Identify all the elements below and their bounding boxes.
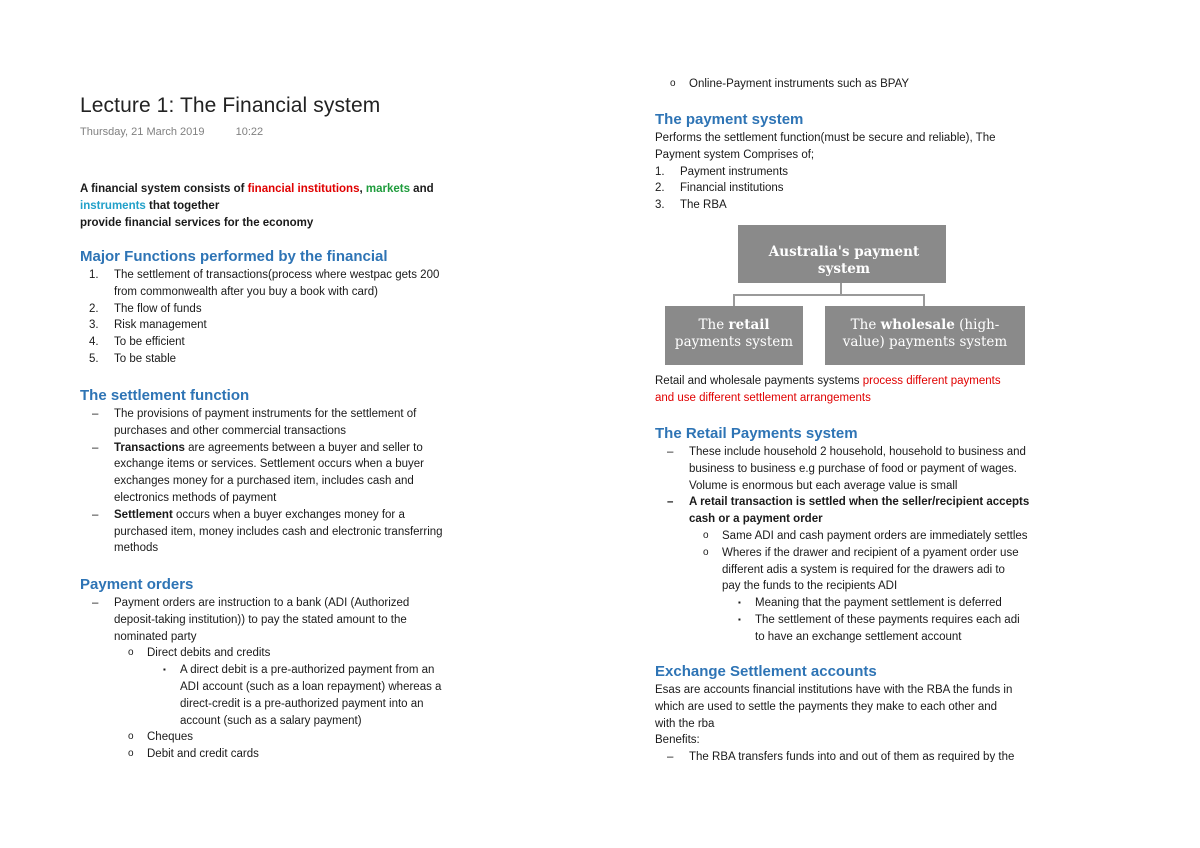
esa-section bbox=[655, 662, 1075, 762]
page-meta bbox=[80, 126, 263, 138]
list-item: 2. Financial institutions bbox=[655, 182, 784, 195]
list-item: 5. To be stable bbox=[89, 352, 177, 365]
list-item: – The RBA transfers funds into and out of them as required by the bbox=[667, 751, 1015, 762]
list-item: – The provisions of payment instruments for the settlement of purchases and other commercial transactions bbox=[92, 408, 417, 437]
list-item: 3. Risk management bbox=[89, 319, 207, 332]
settlement-heading: The settlement function bbox=[80, 387, 250, 404]
payment-orders-list bbox=[80, 595, 500, 645]
esa-p1: Esas are accounts financial institutions have with the RBA the funds in bbox=[655, 684, 1013, 696]
intro-rest2: provide financial services for the economy bbox=[80, 216, 314, 229]
intro-text: A financial system consists of bbox=[80, 183, 248, 195]
page-date: Thursday, 21 March 2019 bbox=[80, 126, 205, 138]
list-item: ▪ The settlement of these payments requires each adi to have an exchange settlement account bbox=[738, 613, 1020, 643]
retail-note: Retail and wholesale payments systems process different payments and use different settlement arrangements bbox=[655, 375, 1001, 404]
retail-sublist bbox=[655, 528, 1075, 595]
page-time: 10:22 bbox=[235, 126, 264, 138]
esa-p2: which are used to settle the payments they make to each other and bbox=[655, 700, 998, 713]
list-item: o Wheres if the drawer and recipient of a pyament order use different adis a system is required for the drawers adi to pay the funds to the recipients ADI bbox=[703, 546, 1019, 593]
diagram-connector-horizontal bbox=[733, 294, 925, 296]
intro-paragraph bbox=[80, 181, 480, 231]
retail-heading: The Retail Payments system bbox=[655, 425, 858, 442]
diagram-connector-left bbox=[733, 294, 735, 306]
payment-system-p1: Performs the settlement function(must be secure and reliable), The bbox=[655, 132, 996, 144]
page-title: Lecture 1: The Financial system bbox=[80, 94, 381, 117]
diagram-connector-right bbox=[923, 294, 925, 306]
intro-highlight-institutions: financial institutions bbox=[247, 183, 360, 195]
intro-rest1: that together bbox=[145, 199, 220, 212]
settlement-list bbox=[80, 406, 500, 557]
list-item: from commonwealth after you buy a book with card) bbox=[114, 285, 378, 298]
major-functions-heading: Major Functions performed by the financial bbox=[80, 248, 388, 265]
list-item: – Transactions are agreements between a buyer and seller to exchange items or services. Settlement occurs when a buyer exchanges money for a purchased item, includes cash and electronics methods of payment bbox=[92, 441, 425, 504]
payment-orders-heading: Payment orders bbox=[80, 576, 194, 593]
list-item: 3. The RBA bbox=[655, 199, 727, 212]
esa-p4: Benefits: bbox=[655, 734, 700, 747]
retail-subsublist bbox=[655, 595, 1075, 645]
payment-orders-sublist-cont bbox=[622, 76, 1042, 93]
list-item: o Online-Payment instruments such as BPAY bbox=[670, 78, 910, 90]
intro-comma: , bbox=[359, 183, 366, 195]
payment-orders-sublist bbox=[80, 645, 500, 662]
list-item: – Payment orders are instruction to a bank (ADI (Authorized deposit-taking institution)) to pay the stated amount to the nominated party bbox=[92, 597, 410, 643]
esa-p3: with the rba bbox=[655, 717, 715, 730]
diagram-top-box: Australia's payment system bbox=[738, 225, 946, 283]
list-item: – These include household 2 household, household to business and business to business e.g purchase of food or payment of wages. Volume is enormous but each average value is small bbox=[667, 446, 1026, 492]
retail-list bbox=[655, 444, 1075, 528]
payment-system-section bbox=[655, 110, 1075, 214]
intro-highlight-markets: markets bbox=[365, 183, 410, 195]
settlement-section bbox=[80, 386, 500, 557]
payment-system-p2: Payment system Comprises of; bbox=[655, 148, 815, 161]
payment-orders-subsublist bbox=[80, 662, 500, 729]
diagram-retail-box: The retail payments system bbox=[665, 306, 803, 365]
list-item: 1. Payment instruments bbox=[655, 165, 789, 178]
payment-orders-sublist-2 bbox=[80, 729, 500, 763]
major-functions-list bbox=[80, 267, 500, 368]
payment-orders-section bbox=[80, 575, 500, 763]
online-payment-item bbox=[622, 76, 1042, 93]
payment-system-list bbox=[646, 164, 1075, 214]
list-item: 2. The flow of funds bbox=[89, 302, 202, 315]
esa-list bbox=[655, 749, 1075, 762]
major-functions-section bbox=[80, 247, 500, 368]
list-item: 4. To be efficient bbox=[89, 336, 185, 349]
list-item: ▪ A direct debit is a pre-authorized payment from an ADI account (such as a loan repayment) whereas a direct-credit is a pre-authorized payment into an account (such as a salary payment) bbox=[163, 664, 442, 727]
list-item: – Settlement occurs when a buyer exchanges money for a purchased item, money includes cash and electronic transferring methods bbox=[92, 508, 443, 555]
list-item: 1. The settlement of transactions(process where westpac gets 200 bbox=[89, 269, 440, 281]
payment-system-diagram bbox=[665, 225, 1045, 365]
diagram-wholesale-box: The wholesale (high- value) payments system bbox=[825, 306, 1025, 365]
list-item: ▪ Meaning that the payment settlement is deferred bbox=[738, 597, 1002, 610]
list-item: o Direct debits and credits bbox=[128, 647, 271, 660]
payment-system-heading: The payment system bbox=[655, 111, 804, 128]
intro-and: and bbox=[409, 183, 434, 195]
list-item: o Cheques bbox=[128, 731, 194, 744]
list-item: o Same ADI and cash payment orders are immediately settles bbox=[703, 529, 1028, 542]
list-item: o Debit and credit cards bbox=[128, 748, 259, 761]
esa-heading: Exchange Settlement accounts bbox=[655, 663, 877, 680]
intro-highlight-instruments: instruments bbox=[80, 199, 146, 212]
retail-section bbox=[655, 424, 1075, 646]
list-item: – A retail transaction is settled when the seller/recipient accepts cash or a payment order bbox=[667, 496, 1030, 526]
